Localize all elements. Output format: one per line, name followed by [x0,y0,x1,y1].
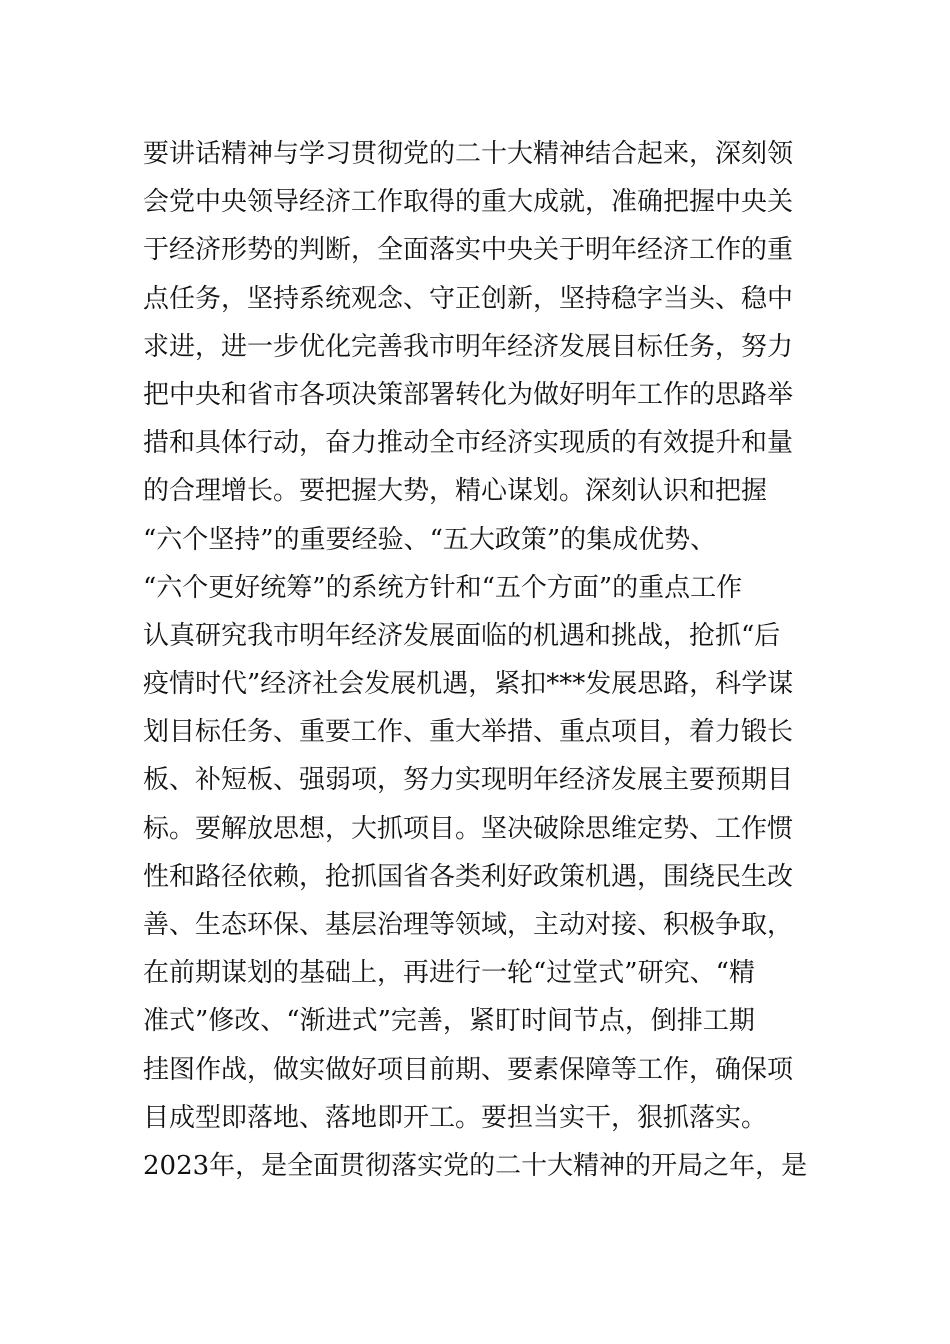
text-line: 在前期谋划的基础上，再进行一轮“过堂式”研究、“精 [143,958,755,989]
text-line: 准式”修改、“渐进式”完善，紧盯时间节点，倒排工期 [143,1006,755,1037]
text-line: 善、生态环保、基层治理等领域，主动对接、积极争取， [143,910,794,940]
text-line: 板、补短板、强弱项，努力实现明年经济发展主要预期目 [143,765,794,796]
text-line: 认真研究我市明年经济发展面临的机遇和挑战，抢抓“后 [143,620,781,651]
text-line: 要讲话精神与学习贯彻党的二十大精神结合起来，深刻领 [143,139,794,169]
text-line: 把中央和省市各项决策部署转化为做好明年工作的思路举 [143,379,794,410]
text-line: 点任务，坚持系统观念、守正创新，坚持稳字当头、稳中 [143,283,794,314]
text-line: 划目标任务、重要工作、重大举措、重点项目，着力锻长 [143,717,794,748]
text-line: 会党中央领导经济工作取得的重大成就，准确把握中央关 [143,187,794,218]
text-line: 挂图作战，做实做好项目前期、要素保障等工作，确保项 [143,1054,794,1085]
text-line: 的合理增长。要把握大势，精心谋划。深刻认识和把握 [143,476,768,507]
text-line: 性和路径依赖，抢抓国省各类利好政策机遇，围绕民生改 [143,861,794,892]
text-line: 标。要解放思想，大抓项目。坚决破除思维定势、工作惯 [143,813,794,844]
text-line: 2023年，是全面贯彻落实党的二十大精神的开局之年，是 [143,1150,808,1181]
body-paragraph [143,130,823,1190]
text-line: 疫情时代”经济社会发展机遇，紧扣***发展思路，科学谋 [143,669,794,700]
text-line: 目成型即落地、落地即开工。要担当实干，狠抓落实。 [143,1102,768,1133]
text-line: “六个更好统筹”的系统方针和“五个方面”的重点工作 [143,572,743,603]
text-line: 于经济形势的判断，全面落实中央关于明年经济工作的重 [143,235,794,266]
text-line: 措和具体行动，奋力推动全市经济实现质的有效提升和量 [143,428,794,459]
text-line: 求进，进一步优化完善我市明年经济发展目标任务，努力 [143,331,794,362]
text-line: “六个坚持”的重要经验、“五大政策”的集成优势、 [143,524,717,555]
